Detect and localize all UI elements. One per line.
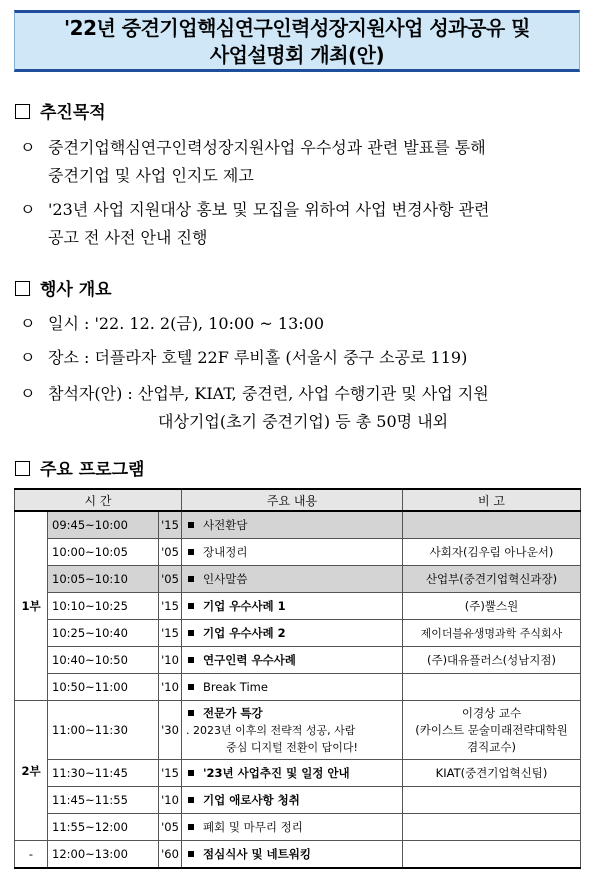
square-bullet-icon bbox=[188, 576, 194, 582]
section-heading-purpose bbox=[15, 98, 106, 123]
note-cell bbox=[403, 701, 581, 760]
table-row bbox=[15, 814, 581, 841]
checkbox-square-icon bbox=[15, 281, 30, 296]
note-cell: 제이더블유생명과학 주식회사 bbox=[403, 620, 581, 647]
table-row bbox=[15, 593, 581, 620]
time-cell: 10:40~10:50 bbox=[48, 647, 159, 674]
content-cell bbox=[182, 814, 403, 841]
table-row bbox=[15, 647, 581, 674]
content-cell bbox=[182, 647, 403, 674]
header-content: 주요 내용 bbox=[182, 489, 403, 511]
content-text: 인사말씀 bbox=[203, 572, 248, 586]
content-sub-line: 중심 디지털 전환이 답이다! bbox=[226, 740, 358, 754]
list-item bbox=[20, 380, 585, 436]
note-cell bbox=[403, 674, 581, 701]
square-bullet-icon bbox=[188, 684, 194, 690]
content-text: 전문가 특강 bbox=[203, 705, 263, 720]
content-text: 사전환담 bbox=[203, 518, 248, 532]
duration-cell: '15 bbox=[159, 593, 182, 620]
time-cell: 10:10~10:25 bbox=[48, 593, 159, 620]
header-note: 비 고 bbox=[403, 489, 581, 511]
note-cell: (주)뿔스원 bbox=[403, 593, 581, 620]
section-heading-text: 추진목적 bbox=[40, 103, 106, 123]
circle-bullet-icon: ㅇ bbox=[20, 348, 36, 367]
table-row bbox=[15, 841, 581, 869]
content-cell bbox=[182, 620, 403, 647]
duration-cell: '10 bbox=[159, 787, 182, 814]
note-cell: KIAT(중견기업혁신팀) bbox=[403, 760, 581, 787]
content-text: 폐회 및 마무리 정리 bbox=[203, 820, 303, 834]
duration-cell: '05 bbox=[159, 814, 182, 841]
content-text: 점심식사 및 네트워킹 bbox=[203, 847, 311, 861]
table-header-row bbox=[15, 489, 581, 511]
item-line: 공고 전 사전 안내 진행 bbox=[48, 228, 208, 247]
duration-cell: '05 bbox=[159, 566, 182, 593]
time-cell: 10:00~10:05 bbox=[48, 539, 159, 566]
duration-cell: '05 bbox=[159, 539, 182, 566]
list-item bbox=[20, 134, 585, 190]
square-bullet-icon bbox=[188, 630, 194, 636]
time-cell: 11:55~12:00 bbox=[48, 814, 159, 841]
table-row bbox=[15, 701, 581, 760]
note-cell bbox=[403, 787, 581, 814]
content-cell bbox=[182, 539, 403, 566]
section-heading-text: 주요 프로그램 bbox=[40, 460, 145, 480]
time-cell: 11:00~11:30 bbox=[48, 701, 159, 760]
item-line: 장소 : 더플라자 호텔 22F 루비홀 (서울시 중구 소공로 119) bbox=[48, 348, 468, 367]
time-cell: 11:30~11:45 bbox=[48, 760, 159, 787]
duration-cell: '15 bbox=[159, 760, 182, 787]
table-row bbox=[15, 674, 581, 701]
note-cell: 사회자(김우림 아나운서) bbox=[403, 539, 581, 566]
title-line-2: 사업설명회 개최(안) bbox=[209, 43, 385, 67]
note-cell bbox=[403, 814, 581, 841]
content-text: 기업 애로사항 청취 bbox=[203, 793, 300, 807]
content-cell bbox=[182, 511, 403, 539]
table-row bbox=[15, 787, 581, 814]
duration-cell: '60 bbox=[159, 841, 182, 869]
document-title bbox=[14, 10, 580, 72]
content-sub-line: . 2023년 이후의 전략적 성공, 사람 bbox=[186, 723, 356, 737]
note-cell bbox=[403, 511, 581, 539]
square-bullet-icon bbox=[188, 797, 194, 803]
note-line: 이경상 교수 bbox=[461, 705, 522, 720]
duration-cell: '10 bbox=[159, 647, 182, 674]
item-line: 참석자(안) : 산업부, KIAT, 중견련, 사업 수행기관 및 사업 지원 bbox=[48, 384, 489, 403]
program-table bbox=[14, 488, 581, 869]
time-cell: 11:45~11:55 bbox=[48, 787, 159, 814]
content-cell bbox=[182, 841, 403, 869]
circle-bullet-icon: ㅇ bbox=[20, 200, 36, 219]
content-text: 장내정리 bbox=[203, 545, 248, 559]
note-cell: 산업부(중견기업혁신과장) bbox=[403, 566, 581, 593]
duration-cell: '10 bbox=[159, 674, 182, 701]
duration-cell: '15 bbox=[159, 620, 182, 647]
square-bullet-icon bbox=[188, 522, 194, 528]
part-label: 2부 bbox=[15, 701, 48, 841]
item-line: 일시 : '22. 12. 2(금), 10:00 ~ 13:00 bbox=[48, 314, 325, 333]
square-bullet-icon bbox=[188, 549, 194, 555]
square-bullet-icon bbox=[188, 657, 194, 663]
title-line-1: '22년 중견기업핵심연구인력성장지원사업 성과공유 및 bbox=[64, 16, 530, 40]
item-line: 중견기업핵심연구인력성장지원사업 우수성과 관련 발표를 통해 bbox=[48, 138, 486, 157]
table-row bbox=[15, 620, 581, 647]
content-text: '23년 사업추진 및 일정 안내 bbox=[203, 766, 350, 780]
time-cell: 10:50~11:00 bbox=[48, 674, 159, 701]
content-cell bbox=[182, 566, 403, 593]
content-text: 기업 우수사례 2 bbox=[203, 626, 286, 640]
content-text: Break Time bbox=[203, 680, 268, 694]
time-cell: 09:45~10:00 bbox=[48, 511, 159, 539]
note-cell bbox=[403, 841, 581, 869]
square-bullet-icon bbox=[188, 770, 194, 776]
time-cell: 10:05~10:10 bbox=[48, 566, 159, 593]
checkbox-square-icon bbox=[15, 461, 30, 476]
checkbox-square-icon bbox=[15, 104, 30, 119]
content-text: 기업 우수사례 1 bbox=[203, 599, 286, 613]
section-heading-program bbox=[15, 455, 144, 480]
table-row bbox=[15, 539, 581, 566]
table-row bbox=[15, 511, 581, 539]
list-item bbox=[20, 310, 585, 338]
note-line: 겸직교수) bbox=[467, 739, 516, 754]
item-line: '23년 사업 지원대상 홍보 및 모집을 위하여 사업 변경사항 관련 bbox=[48, 200, 490, 219]
time-cell: 12:00~13:00 bbox=[48, 841, 159, 869]
circle-bullet-icon: ㅇ bbox=[20, 138, 36, 157]
section-heading-overview bbox=[15, 275, 112, 300]
part-label: - bbox=[15, 841, 48, 869]
content-cell bbox=[182, 787, 403, 814]
section-heading-text: 행사 개요 bbox=[40, 280, 112, 300]
square-bullet-icon bbox=[188, 824, 194, 830]
content-cell bbox=[182, 593, 403, 620]
content-cell bbox=[182, 760, 403, 787]
circle-bullet-icon: ㅇ bbox=[20, 384, 36, 403]
duration-cell: '15 bbox=[159, 511, 182, 539]
content-text: 연구인력 우수사례 bbox=[203, 653, 296, 667]
note-cell: (주)대유플러스(성남지점) bbox=[403, 647, 581, 674]
square-bullet-icon bbox=[188, 603, 194, 609]
item-line: 중견기업 및 사업 인지도 제고 bbox=[48, 166, 254, 185]
list-item bbox=[20, 344, 585, 372]
square-bullet-icon bbox=[188, 710, 194, 716]
square-bullet-icon bbox=[188, 851, 194, 857]
content-cell bbox=[182, 674, 403, 701]
header-time: 시 간 bbox=[15, 489, 182, 511]
time-cell: 10:25~10:40 bbox=[48, 620, 159, 647]
item-line: 대상기업(초기 중견기업) 등 총 50명 내외 bbox=[158, 412, 449, 431]
note-line: (카이스트 문술미래전략대학원 bbox=[415, 722, 568, 737]
table-row bbox=[15, 760, 581, 787]
content-cell bbox=[182, 701, 403, 760]
duration-cell: '30 bbox=[159, 701, 182, 760]
part-label: 1부 bbox=[15, 511, 48, 701]
circle-bullet-icon: ㅇ bbox=[20, 314, 36, 333]
list-item bbox=[20, 196, 585, 252]
table-row bbox=[15, 566, 581, 593]
